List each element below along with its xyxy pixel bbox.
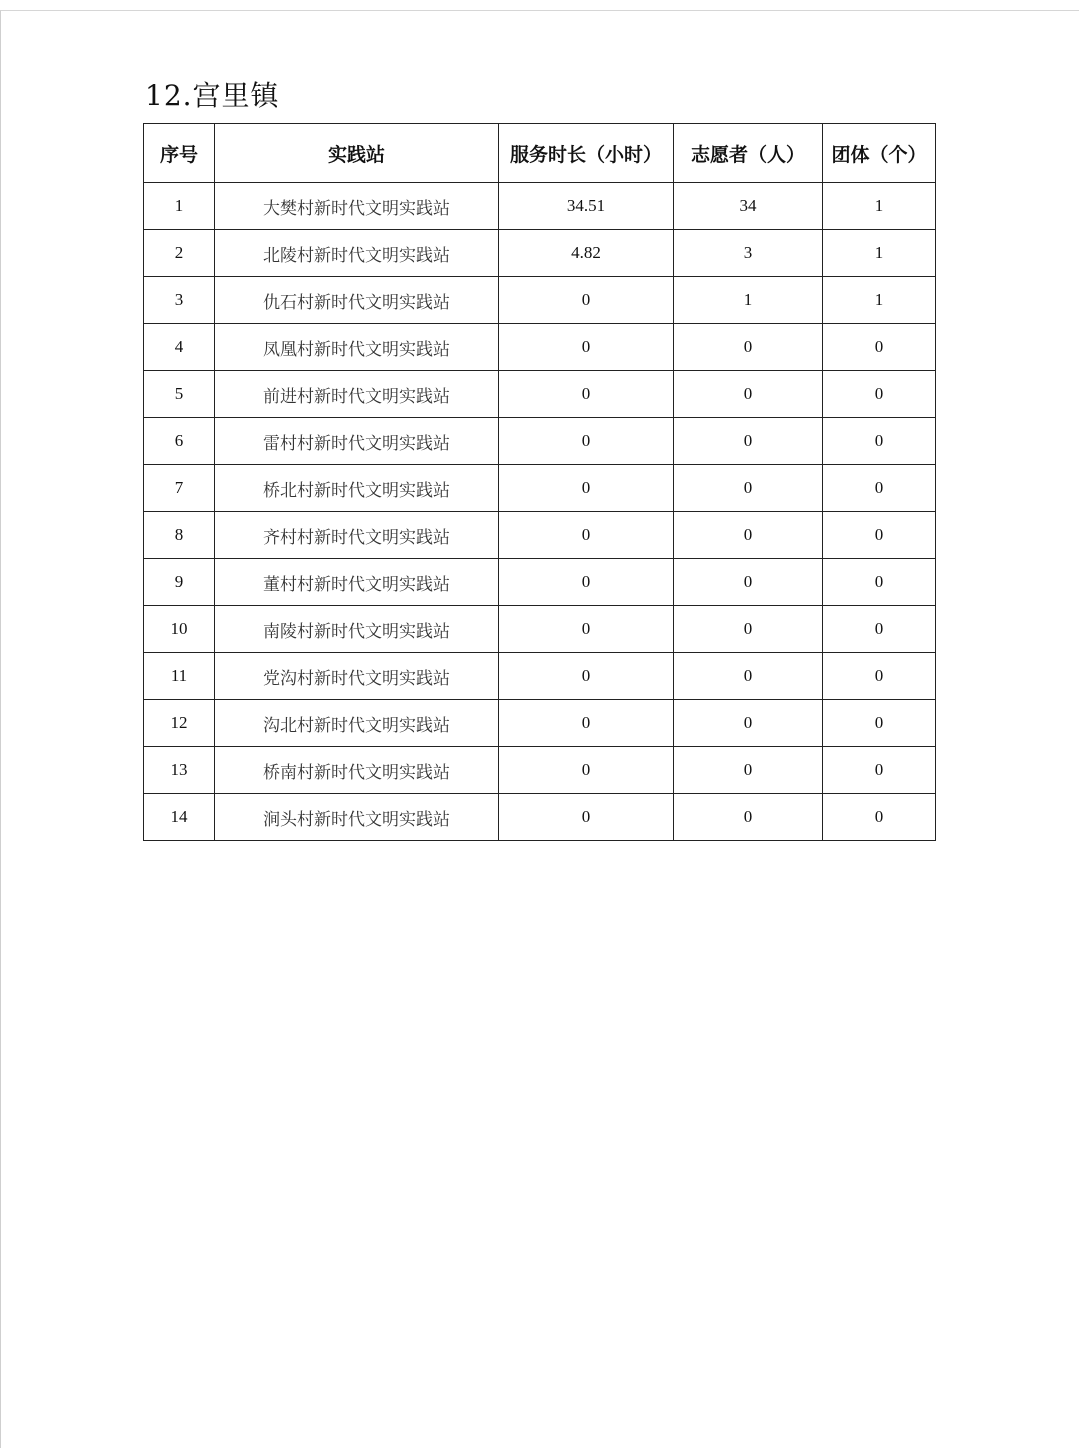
cell-groups: 1 (823, 183, 936, 230)
section-title: 12.宫里镇 (145, 79, 280, 112)
table-row (144, 277, 936, 324)
cell-groups: 0 (823, 371, 936, 418)
cell-volunteers: 0 (674, 371, 823, 418)
table-row (144, 794, 936, 841)
cell-service-hours: 0 (499, 277, 674, 324)
header-seq: 序号 (144, 124, 215, 183)
cell-seq: 2 (144, 230, 215, 277)
cell-service-hours: 0 (499, 371, 674, 418)
cell-seq: 10 (144, 606, 215, 653)
table-row (144, 465, 936, 512)
cell-station: 桥北村新时代文明实践站 (215, 465, 499, 512)
cell-groups: 0 (823, 606, 936, 653)
cell-volunteers: 1 (674, 277, 823, 324)
cell-service-hours: 0 (499, 794, 674, 841)
cell-service-hours: 0 (499, 418, 674, 465)
cell-volunteers: 3 (674, 230, 823, 277)
cell-volunteers: 0 (674, 653, 823, 700)
header-station: 实践站 (215, 124, 499, 183)
cell-seq: 7 (144, 465, 215, 512)
cell-seq: 11 (144, 653, 215, 700)
table-body (144, 183, 936, 841)
cell-station: 沟北村新时代文明实践站 (215, 700, 499, 747)
station-stats-table (143, 123, 936, 841)
cell-volunteers: 0 (674, 465, 823, 512)
cell-volunteers: 0 (674, 559, 823, 606)
cell-service-hours: 4.82 (499, 230, 674, 277)
cell-station: 南陵村新时代文明实践站 (215, 606, 499, 653)
table-row (144, 230, 936, 277)
cell-seq: 9 (144, 559, 215, 606)
cell-seq: 1 (144, 183, 215, 230)
cell-service-hours: 0 (499, 700, 674, 747)
header-service-hours: 服务时长（小时） (499, 124, 674, 183)
cell-station: 董村村新时代文明实践站 (215, 559, 499, 606)
cell-volunteers: 0 (674, 512, 823, 559)
cell-station: 仇石村新时代文明实践站 (215, 277, 499, 324)
table-row (144, 559, 936, 606)
table-row (144, 653, 936, 700)
cell-volunteers: 0 (674, 606, 823, 653)
table-row (144, 418, 936, 465)
cell-seq: 8 (144, 512, 215, 559)
cell-station: 前进村新时代文明实践站 (215, 371, 499, 418)
header-volunteers: 志愿者（人） (674, 124, 823, 183)
table-row (144, 747, 936, 794)
table-row (144, 371, 936, 418)
cell-groups: 0 (823, 465, 936, 512)
cell-station: 党沟村新时代文明实践站 (215, 653, 499, 700)
cell-groups: 1 (823, 277, 936, 324)
header-groups: 团体（个） (823, 124, 936, 183)
cell-groups: 0 (823, 653, 936, 700)
cell-station: 凤凰村新时代文明实践站 (215, 324, 499, 371)
table-row (144, 512, 936, 559)
cell-volunteers: 0 (674, 418, 823, 465)
cell-station: 雷村村新时代文明实践站 (215, 418, 499, 465)
cell-groups: 0 (823, 747, 936, 794)
cell-groups: 0 (823, 700, 936, 747)
cell-service-hours: 0 (499, 653, 674, 700)
cell-service-hours: 34.51 (499, 183, 674, 230)
cell-groups: 0 (823, 418, 936, 465)
cell-seq: 14 (144, 794, 215, 841)
cell-service-hours: 0 (499, 512, 674, 559)
cell-station: 北陵村新时代文明实践站 (215, 230, 499, 277)
cell-seq: 13 (144, 747, 215, 794)
cell-seq: 6 (144, 418, 215, 465)
cell-seq: 5 (144, 371, 215, 418)
table-row (144, 324, 936, 371)
cell-service-hours: 0 (499, 559, 674, 606)
cell-groups: 0 (823, 559, 936, 606)
table-row (144, 606, 936, 653)
table-row (144, 700, 936, 747)
cell-service-hours: 0 (499, 324, 674, 371)
cell-seq: 4 (144, 324, 215, 371)
cell-station: 桥南村新时代文明实践站 (215, 747, 499, 794)
cell-service-hours: 0 (499, 747, 674, 794)
cell-station: 大樊村新时代文明实践站 (215, 183, 499, 230)
table-header-row (144, 124, 936, 183)
cell-volunteers: 0 (674, 747, 823, 794)
cell-station: 涧头村新时代文明实践站 (215, 794, 499, 841)
cell-service-hours: 0 (499, 606, 674, 653)
cell-volunteers: 0 (674, 700, 823, 747)
cell-groups: 0 (823, 794, 936, 841)
cell-groups: 0 (823, 324, 936, 371)
cell-volunteers: 0 (674, 794, 823, 841)
cell-volunteers: 34 (674, 183, 823, 230)
cell-groups: 0 (823, 512, 936, 559)
cell-seq: 12 (144, 700, 215, 747)
cell-volunteers: 0 (674, 324, 823, 371)
cell-station: 齐村村新时代文明实践站 (215, 512, 499, 559)
cell-service-hours: 0 (499, 465, 674, 512)
cell-groups: 1 (823, 230, 936, 277)
table-row (144, 183, 936, 230)
cell-seq: 3 (144, 277, 215, 324)
